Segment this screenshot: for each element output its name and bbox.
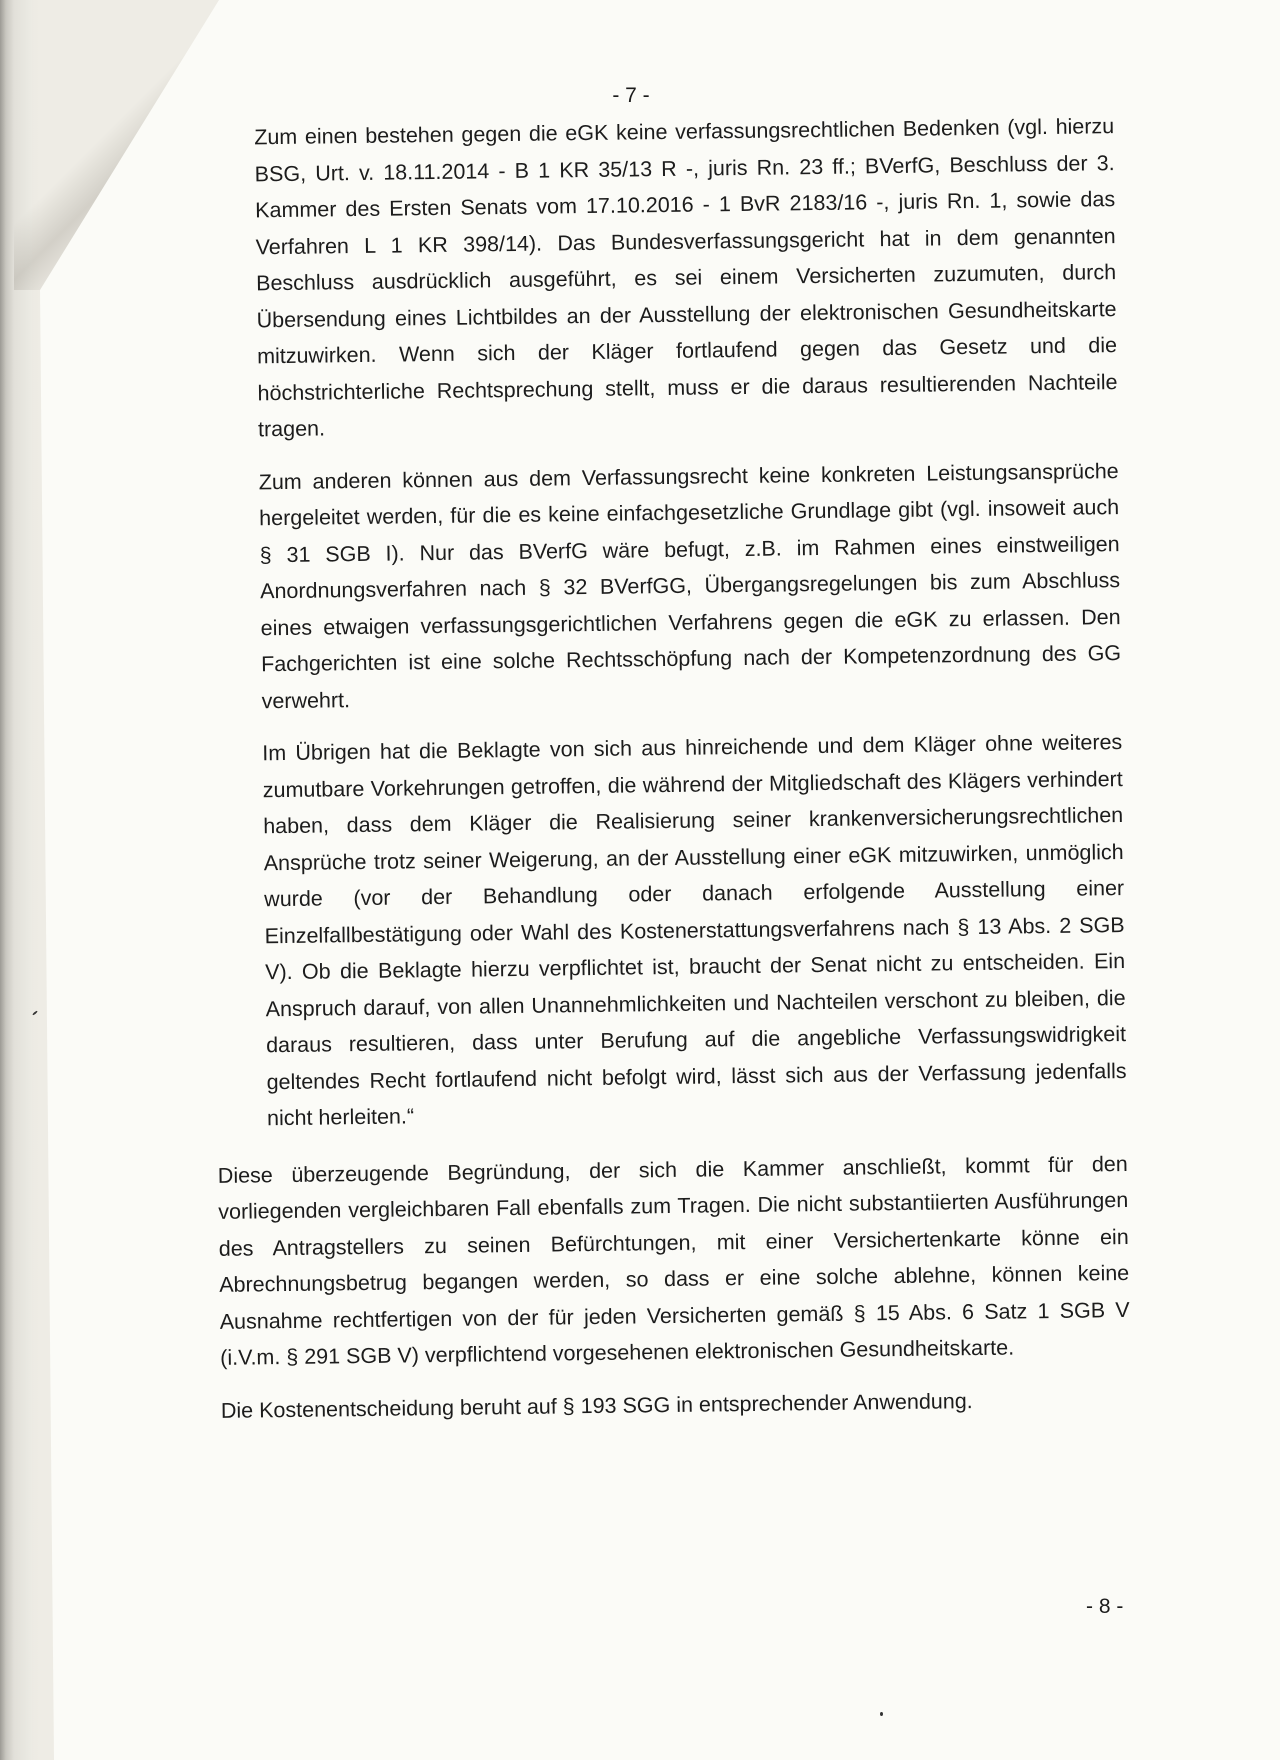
- main-text: [218, 1141, 1132, 1428]
- quote-paragraph-2: Zum anderen können aus dem Verfassungsrecht keine konkreten Leistungsansprüche hergeleitet werden, für die es keine einfachgesetzliche Grundlage gibt (vgl. insoweit auch § 31 SGB I). Nur das BVerfG wäre befugt, z.B. im Rahmen eines einstweiligen Anordnungsverfahren nach § 32 BVerfGG, Übergangsregelungen bis zum Abschluss eines etwaigen verfassungsgerichtlichen Verfahrens gegen die eGK zu erlassen. Den Fachgerichten ist eine solche Rechtsschöpfung nach der Kompetenzordnung des GG verwehrt.: [258, 458, 1122, 713]
- scan-speck: [880, 1712, 883, 1716]
- page-number-top: - 7 -: [612, 84, 650, 107]
- quote-paragraph-1: Zum einen bestehen gegen die eGK keine verfassungsrechtlichen Bedenken (vgl. hierzu BSG, Urt. v. 18.11.2014 - B 1 KR 35/13 R -, juris Rn. 23 ff.; BVerfG, Beschluss der 3. Kammer des Ersten Senats vom 17.10.2016 - 1 BvR 2183/16 -, juris Rn. 1, sowie das Verfahren L 1 KR 398/14). Das Bundesverfassungsgericht hat in dem genannten Beschluss ausdrücklich ausgeführt, es sei einem Versicherten zuzumuten, durch Übersendung eines Lichtbildes an der Ausstellung der elektronischen Gesundheitskarte mitzuwirken. Wenn sich der Kläger fortlaufend gegen das Gesetz und die höchstrichterliche Rechtsprechung stellt, muss er die daraus resultierenden Nachteile tragen.: [254, 114, 1118, 442]
- quote-paragraph-3: Im Übrigen hat die Beklagte von sich aus hinreichende und dem Kläger ohne weiteres zumutbare Vorkehrungen getroffen, die während der Mitgliedschaft des Klägers verhindert haben, dass dem Kläger die Realisierung seiner krankenversicherungsrechtlichen Ansprüche trotz seiner Weigerung, an der Ausstellung einer eGK mitzuwirken, unmöglich wurde (vor der Behandlung oder danach erfolgende Ausstellung einer Einzelfallbestätigung oder Wahl des Kostenerstattungsverfahrens nach § 13 Abs. 2 SGB V). Ob die Beklagte hierzu verpflichtet ist, braucht der Senat nicht zu entscheiden. Ein Anspruch darauf, von allen Unannehmlichkeiten und Nachteilen verschont zu bleiben, die daraus resultieren, dass unter Berufung auf die angebliche Verfassungswidrigkeit geltendes Recht fortlaufend nicht befolgt wird, lässt sich aus der Verfassung jedenfalls nicht herleiten.“: [262, 730, 1127, 1131]
- quoted-passage: [254, 108, 1127, 1137]
- document-body: [204, 108, 1131, 1445]
- main-paragraph-1: Diese überzeugende Begründung, der sich die Kammer anschließt, kommt für den vorliegenden vergleichbaren Fall ebenfalls zum Tragen. Die nicht substantiierten Ausführungen des Antragstellers zu seinen Befürchtungen, mit einer Versichertenkarte könne ein Abrechnungsbetrug begangen werden, so dass er eine solche ablehne, können keine Ausnahme rechtfertigen von der für jeden Versicherten gemäß § 15 Abs. 6 Satz 1 SGB V (i.V.m. § 291 SGB V) verpflichtend vorgesehenen elektronischen Gesundheitskarte.: [217, 1151, 1130, 1370]
- page-number-bottom: - 8 -: [1086, 1595, 1124, 1618]
- main-paragraph-2: Die Kostenentscheidung beruht auf § 193 SGG in entsprechender Anwendung.: [220, 1388, 973, 1423]
